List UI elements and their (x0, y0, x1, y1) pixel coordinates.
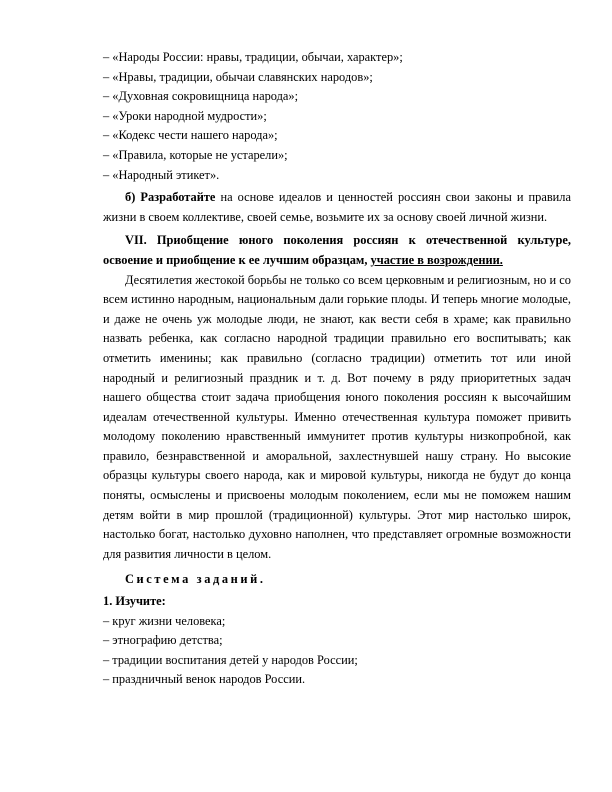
list-item: – «Народы России: нравы, традиции, обычаи, характер»; (103, 50, 403, 64)
list-item: – круг жизни человека; (103, 613, 226, 628)
list-item: – праздничный венок народов России. (103, 672, 306, 687)
list-item: – «Духовная сокровищница народа»; (103, 89, 299, 104)
tasks-title: Система заданий. (125, 572, 266, 587)
list-item: – этнографию детства; (103, 633, 223, 648)
list-item: – «Нравы, традиции, обычаи славянских народов»; (103, 69, 373, 84)
task-b-lead: б) Разработайте (125, 190, 216, 205)
section-7-heading-text: VII. Приобщение юного поколения россиян к отечественной культуре, освоение и приобщение к ее лучшим образцам, (103, 233, 571, 267)
list-item: – «Народный этикет». (103, 167, 220, 182)
list-item: – «Кодекс чести нашего народа»; (103, 128, 278, 143)
section-7-heading (103, 231, 571, 270)
study-list (103, 612, 571, 690)
list-item: – традиции воспитания детей у народов России; (103, 652, 358, 667)
task-b-paragraph (103, 188, 571, 227)
topic-list (103, 48, 571, 185)
list-item: – «Уроки народной мудрости»; (103, 108, 267, 123)
task-b-text: на основе идеалов и ценностей россиян свои законы и правила жизни в своем коллективе, своей семье, возьмите их за основу своей личной жизни. (103, 190, 571, 224)
body-paragraph: Десятилетия жестокой борьбы не только со всем церковным и религиозным, но и со всем истинно народным, национальным дали горькие плоды. И теперь многие молодые, и даже не очень уж молодые люди, не знают, как вести себя в храме; как правильно назвать ребенка, как согласно народной традиции правильно его воспитывать; как отметить именины; как правильно (согласно традиции) отметить тот или иной народный и религиозный праздник и т. д. Вот почему в ряду приоритетных задач нашего общества стоит задача приобщения юного поколения россиян к высочайшим идеалам отечественной культуры. Именно отечественная культура поможет привить молодому поколению нравственный иммунитет против культуры низкопробной, как правило, безнравственной и аморальной, захлестнувшей нашу страну. Но высокие образцы культуры своего народа, как и мировой культуры, никогда не будут до конца поняты, осмыслены и присвоены молодым поколением, если мы не поможем нашим детям войти в мир прошлой (традиционной) культуры. Этот мир настолько широк, настолько богат, настолько духовно наполнен, что представляет огромные возможности для развития личности в целом. (103, 272, 571, 561)
section-7-heading-underlined: участие в возрождении. (370, 252, 503, 267)
list-item: – «Правила, которые не устарели»; (103, 147, 288, 162)
study-title: 1. Изучите: (103, 594, 166, 609)
page-content (103, 48, 571, 690)
